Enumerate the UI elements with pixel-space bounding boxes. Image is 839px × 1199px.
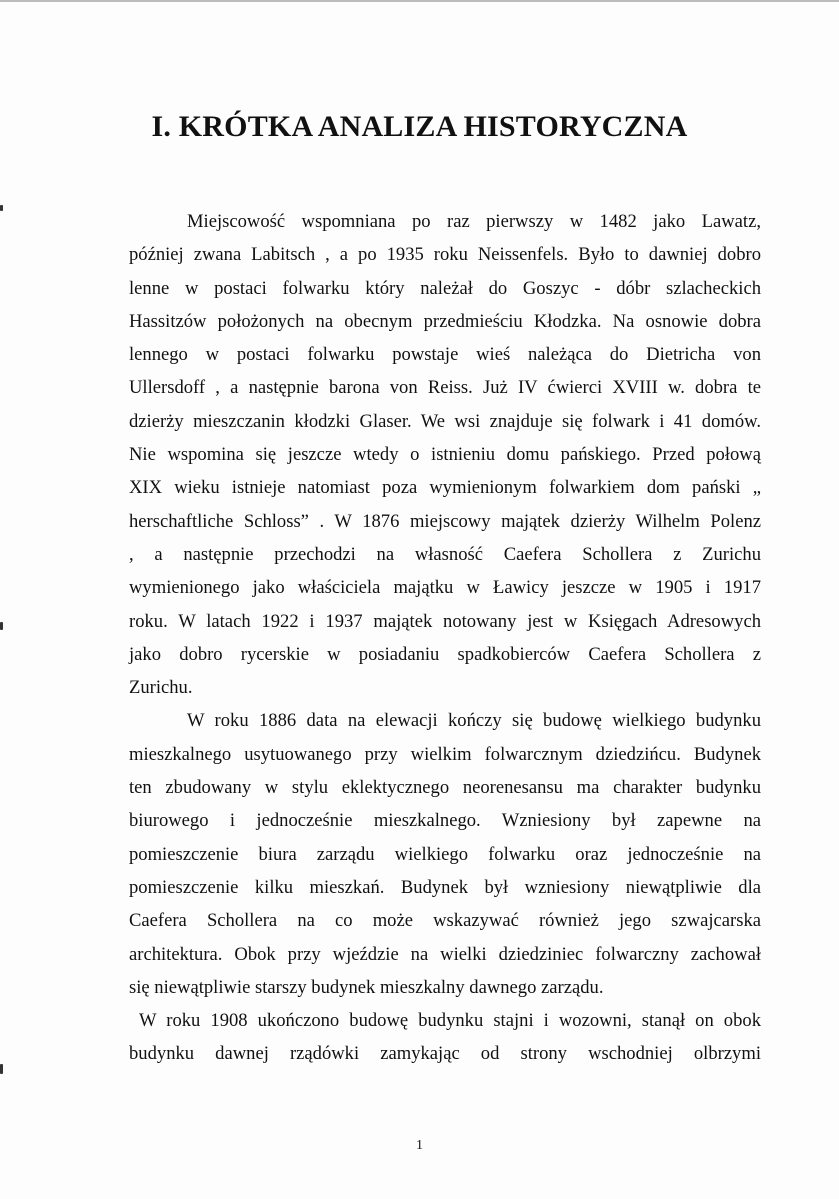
text-line: lennego w postaci folwarku powstaje wieś należąca do Dietricha von (129, 344, 761, 366)
body-text (129, 205, 761, 1071)
text-line: herschaftliche Schloss” . W 1876 miejscowy majątek dzierży Wilhelm Polenz (129, 510, 761, 532)
page-title: I. KRÓTKA ANALIZA HISTORYCZNA (151, 110, 688, 143)
text-line: Caefera Schollera na co może wskazywać również jego szwajcarska (129, 910, 761, 932)
scan-mark (0, 1064, 3, 1074)
text-line: W roku 1886 data na elewacji kończy się budowę wielkiego budynku (187, 710, 761, 732)
text-line: mieszkalnego usytuowanego przy wielkim folwarcznym dziedzińcu. Budynek (129, 743, 761, 765)
text-line: Zurichu. (129, 677, 193, 699)
text-line: Hassitzów położonych na obecnym przedmieściu Kłodzka. Na osnowie dobra (129, 310, 761, 332)
text-line: później zwana Labitsch , a po 1935 roku Neissenfels. Było to dawniej dobro (129, 244, 761, 266)
text-line: lenne w postaci folwarku który należał do Goszyc - dóbr szlacheckich (129, 277, 761, 299)
text-line: Nie wspomina się jeszcze wtedy o istnieniu domu pańskiego. Przed połową (129, 444, 761, 466)
text-line: budynku dawnej rządówki zamykając od strony wschodniej olbrzymi (129, 1043, 761, 1065)
text-line: się niewątpliwie starszy budynek mieszkalny dawnego zarządu. (129, 976, 604, 998)
text-line: biurowego i jednocześnie mieszkalnego. Wzniesiony był zapewne na (129, 810, 761, 832)
text-line: jako dobro rycerskie w posiadaniu spadkobierców Caefera Schollera z (129, 643, 761, 665)
text-line: wymienionego jako właściciela majątku w Ławicy jeszcze w 1905 i 1917 (129, 577, 761, 599)
paragraph-1 (129, 205, 761, 704)
text-line: XIX wieku istnieje natomiast poza wymienionym folwarkiem dom pański „ (129, 477, 761, 499)
text-line: Ullersdoff , a następnie barona von Reiss. Już IV ćwierci XVIII w. dobra te (129, 377, 761, 399)
text-line: Miejscowość wspomniana po raz pierwszy w 1482 jako Lawatz, (187, 211, 761, 232)
scan-mark (0, 622, 3, 630)
scan-edge (0, 0, 839, 2)
text-line: pomieszczenie kilku mieszkań. Budynek był wzniesiony niewątpliwie dla (129, 876, 761, 898)
paragraph-2 (129, 704, 761, 1004)
page-number: 1 (416, 1138, 423, 1153)
text-line: pomieszczenie biura zarządu wielkiego folwarku oraz jednocześnie na (129, 843, 761, 865)
text-line: roku. W latach 1922 i 1937 majątek notowany jest w Księgach Adresowych (129, 610, 761, 632)
text-line: W roku 1908 ukończono budowę budynku stajni i wozowni, stanął on obok (139, 1010, 761, 1032)
scan-mark (0, 205, 3, 211)
text-line: , a następnie przechodzi na własność Caefera Schollera z Zurichu (129, 543, 761, 565)
text-line: architektura. Obok przy wjeździe na wielki dziedziniec folwarczny zachował (129, 943, 761, 965)
paragraph-3 (129, 1004, 761, 1071)
text-line: dzierży mieszczanin kłodzki Glaser. We wsi znajduje się folwark i 41 domów. (129, 410, 761, 432)
text-line: ten zbudowany w stylu eklektycznego neorenesansu ma charakter budynku (129, 777, 761, 799)
